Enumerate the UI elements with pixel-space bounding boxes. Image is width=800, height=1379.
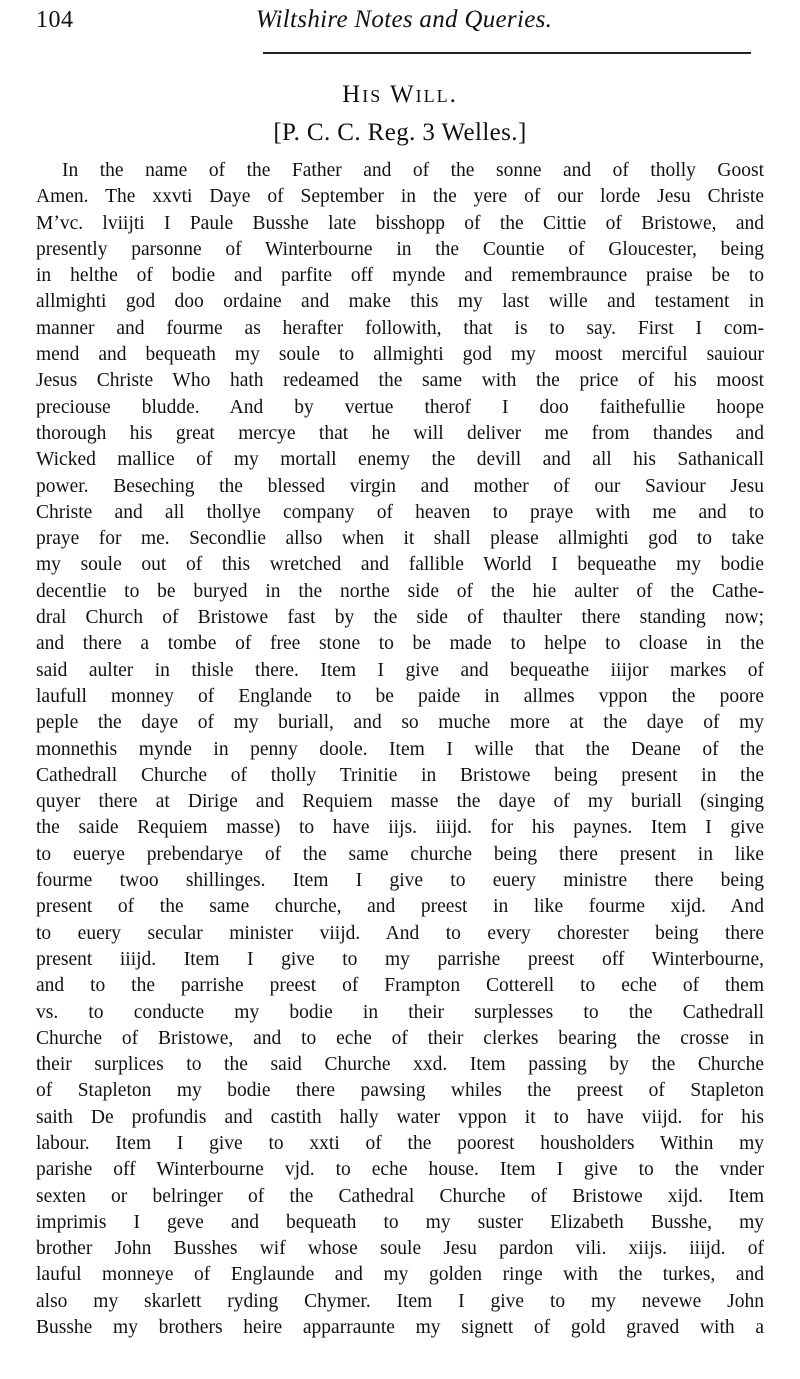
text-line: also my skarlett ryding Chymer. Item I give to my nevewe John [36, 1290, 764, 1312]
section-heading: His Will. [342, 81, 458, 108]
text-line: parishe off Winterbourne vjd. to eche house. Item I give to the vnder [36, 1159, 764, 1181]
text-line: Jesus Christe Who hath redeamed the same with the price of his moost [36, 370, 764, 392]
text-line: mend and bequeath my soule to allmighti god my moost merciful sauiour [36, 344, 764, 366]
text-line: decentlie to be buryed in the northe side of the hie aulter of the Cathe- [36, 580, 764, 602]
text-line: praye for me. Secondlie allso when it shall please allmighti god to take [36, 528, 764, 550]
text-line: the saide Requiem masse) to have iijs. iiijd. for his paynes. Item I give [36, 817, 764, 839]
text-line: peple the daye of my buriall, and so muche more at the daye of my [36, 712, 764, 734]
text-line: and there a tombe of free stone to be made to helpe to cloase in the [36, 633, 764, 655]
text-line: Busshe my brothers heire apparraunte my signett of gold graved with a [36, 1317, 764, 1339]
text-line: quyer there at Dirige and Requiem masse the daye of my buriall (singing [36, 791, 764, 813]
text-line: present iiijd. Item I give to my parrishe preest off Winterbourne, [36, 948, 764, 970]
journal-title: Wiltshire Notes and Queries. [255, 6, 553, 33]
register-reference: [P. C. C. Reg. 3 Welles.] [273, 119, 527, 146]
text-line: labour. Item I give to xxti of the poorest housholders Within my [36, 1132, 764, 1154]
text-line: vs. to conducte my bodie in their surplesses to the Cathedrall [36, 1001, 764, 1023]
text-line: to euery secular minister viijd. And to every chorester being there [36, 922, 764, 944]
text-line: to euerye prebendarye of the same churche being there present in like [36, 843, 764, 865]
text-line: dral Church of Bristowe fast by the side of thaulter there standing now; [36, 607, 764, 629]
text-line: Christe and all thollye company of heaven to praye with me and to [36, 501, 764, 523]
text-line: Cathedrall Churche of tholly Trinitie in Bristowe being present in the [36, 764, 764, 786]
text-line: saith De profundis and castith hally water vppon it to have viijd. for his [36, 1106, 764, 1128]
text-line: lauful monneye of Englaunde and my golden ringe with the turkes, and [36, 1264, 764, 1286]
text-line: presently parsonne of Winterbourne in the Countie of Gloucester, being [36, 238, 764, 260]
text-line: brother John Busshes wif whose soule Jesu pardon vili. xiijs. iiijd. of [36, 1238, 764, 1260]
text-line: my soule out of this wretched and fallible World I bequeathe my bodie [36, 554, 764, 576]
text-line: sexten or belringer of the Cathedral Churche of Bristowe xijd. Item [36, 1185, 764, 1207]
text-line: manner and fourme as herafter followith, that is to say. First I com- [36, 317, 764, 339]
text-line: in helthe of bodie and parfite off mynde and remembraunce praise be to [36, 265, 764, 287]
text-line: thorough his great mercye that he will deliver me from thandes and [36, 422, 764, 444]
text-line: said aulter in thisle there. Item I give and bequeathe iiijor markes of [36, 659, 764, 681]
text-line: Churche of Bristowe, and to eche of their clerkes bearing the crosse in [36, 1027, 764, 1049]
text-line: fourme twoo shillinges. Item I give to euery ministre there being [36, 870, 764, 892]
text-line: Mʼvc. lviijti I Paule Busshe late bisshopp of the Cittie of Bristowe, and [36, 212, 764, 234]
text-line: their surplices to the said Churche xxd. Item passing by the Churche [36, 1054, 764, 1076]
header-rule [263, 52, 751, 54]
text-line: monnethis mynde in penny doole. Item I wille that the Deane of the [36, 738, 764, 760]
page-number: 104 [36, 7, 74, 33]
text-line: allmighti god doo ordaine and make this my last wille and testament in [36, 291, 764, 313]
text-line: imprimis I geve and bequeath to my suster Elizabeth Busshe, my [36, 1211, 764, 1233]
text-line: preciouse bludde. And by vertue therof I doo faithefullie hoope [36, 396, 764, 418]
text-line: present of the same churche, and preest in like fourme xijd. And [36, 896, 764, 918]
text-line: power. Beseching the blessed virgin and mother of our Saviour Jesu [36, 475, 764, 497]
text-line: Amen. The xxvti Daye of September in the yere of our lorde Jesu Christe [36, 186, 764, 208]
text-line: of Stapleton my bodie there pawsing whiles the preest of Stapleton [36, 1080, 764, 1102]
text-line: In the name of the Father and of the sonne and of tholly Goost [62, 160, 764, 181]
text-line: and to the parrishe preest of Frampton Cotterell to eche of them [36, 975, 764, 997]
will-text [36, 158, 764, 1341]
text-line: Wicked mallice of my mortall enemy the devill and all his Sathanicall [36, 449, 764, 471]
text-line: laufull monney of Englande to be paide in allmes vppon the poore [36, 685, 764, 707]
running-head [36, 4, 772, 40]
